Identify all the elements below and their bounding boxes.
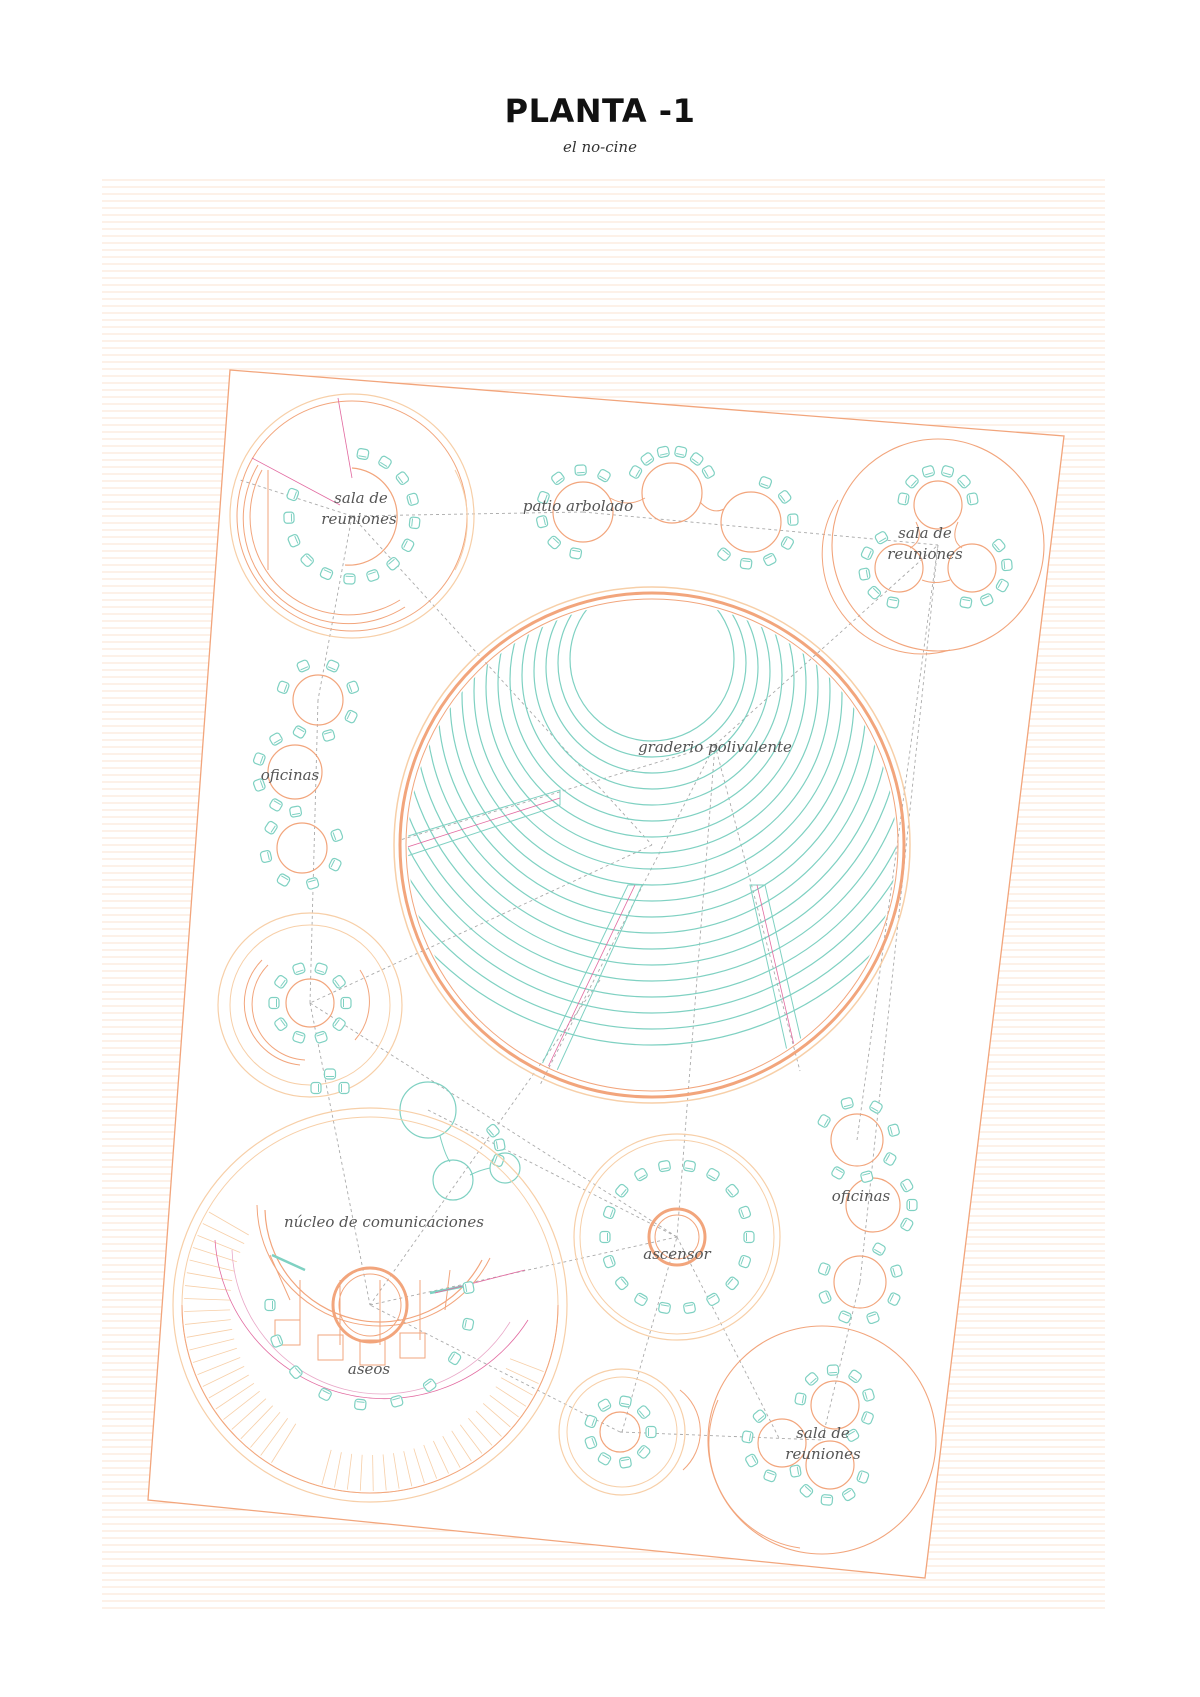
- chair-seat: [887, 1124, 900, 1137]
- chair-icon: [409, 517, 420, 529]
- chair-seat: [569, 548, 582, 560]
- chair-seat: [406, 493, 419, 506]
- chair-seat: [494, 1139, 506, 1152]
- label-aseos: aseos: [347, 1360, 391, 1378]
- chair-icon: [827, 1365, 839, 1376]
- chair-icon: [462, 1318, 474, 1331]
- chair-seat: [269, 998, 279, 1009]
- chair-icon: [898, 493, 910, 506]
- chair-icon: [284, 512, 294, 523]
- label-ascensor: ascensor: [643, 1245, 711, 1263]
- chair-icon: [325, 1069, 336, 1079]
- label-sala-reuniones-ne-1: sala de: [898, 524, 952, 542]
- chair-seat: [674, 446, 687, 458]
- chair-seat: [325, 1069, 336, 1079]
- chair-seat: [339, 1083, 349, 1094]
- chair-icon: [790, 1465, 802, 1478]
- chair-icon: [967, 493, 979, 506]
- label-sala-reuniones-se-1: sala de: [796, 1424, 850, 1442]
- chair-icon: [390, 1395, 403, 1408]
- chair-seat: [284, 512, 294, 523]
- chair-icon: [260, 850, 272, 863]
- chair-seat: [742, 1431, 754, 1444]
- chair-back: [823, 1497, 831, 1498]
- chair-icon: [740, 558, 752, 569]
- chair-icon: [887, 1124, 900, 1137]
- chair-seat: [788, 514, 799, 526]
- chair-icon: [821, 1494, 833, 1505]
- chair-seat: [536, 515, 548, 528]
- chair-seat: [658, 1302, 671, 1314]
- chair-seat: [841, 1097, 854, 1110]
- chair-seat: [683, 1160, 696, 1172]
- chair-seat: [821, 1494, 833, 1505]
- chair-icon: [357, 448, 370, 460]
- label-oficinas-e: oficinas: [831, 1187, 891, 1205]
- chair-icon: [344, 574, 355, 584]
- chair-icon: [788, 514, 799, 526]
- chair-seat: [860, 1170, 873, 1183]
- chair-icon: [575, 465, 587, 476]
- label-sala-reuniones-ne-2: reuniones: [887, 545, 963, 563]
- chair-icon: [406, 493, 419, 506]
- label-sala-reuniones-nw-2: reuniones: [321, 510, 397, 528]
- chair-seat: [619, 1457, 632, 1469]
- chair-back: [1004, 561, 1005, 569]
- chair-icon: [463, 1281, 475, 1294]
- chair-icon: [269, 998, 279, 1009]
- page-title: PLANTA -1: [504, 92, 696, 130]
- chair-seat: [619, 1396, 632, 1408]
- label-nucleo-comunicaciones: núcleo de comunicaciones: [283, 1213, 485, 1231]
- chair-seat: [344, 574, 355, 584]
- chair-seat: [827, 1365, 839, 1376]
- chair-seat: [311, 1083, 321, 1094]
- chair-icon: [674, 446, 687, 458]
- chair-seat: [744, 1232, 754, 1243]
- chair-icon: [683, 1160, 696, 1172]
- chair-seat: [646, 1427, 656, 1438]
- chair-seat: [462, 1318, 474, 1331]
- label-sala-reuniones-se-2: reuniones: [785, 1445, 861, 1463]
- chair-seat: [354, 1399, 366, 1410]
- label-graderio-polivalente: graderio polivalente: [638, 738, 792, 756]
- chair-seat: [357, 448, 370, 460]
- chair-icon: [494, 1139, 506, 1152]
- chair-icon: [657, 446, 670, 458]
- chair-seat: [907, 1200, 917, 1211]
- chair-seat: [390, 1395, 403, 1408]
- chair-icon: [619, 1457, 632, 1469]
- label-oficinas-w: oficinas: [260, 766, 320, 784]
- chair-icon: [658, 1160, 671, 1172]
- chair-seat: [409, 517, 420, 529]
- chair-seat: [683, 1302, 696, 1314]
- chair-seat: [790, 1465, 802, 1478]
- chair-seat: [658, 1160, 671, 1172]
- chair-icon: [841, 1097, 854, 1110]
- label-sala-reuniones-nw-1: sala de: [334, 489, 388, 507]
- chair-icon: [744, 1232, 754, 1243]
- chair-seat: [887, 597, 900, 609]
- chair-seat: [260, 850, 272, 863]
- chair-seat: [1001, 559, 1012, 571]
- chair-icon: [536, 515, 548, 528]
- chair-seat: [463, 1281, 475, 1294]
- chair-icon: [646, 1427, 656, 1438]
- page-subtitle: el no-cine: [563, 138, 637, 156]
- chair-seat: [795, 1393, 807, 1406]
- chair-seat: [341, 998, 351, 1009]
- chair-seat: [265, 1300, 275, 1311]
- chair-icon: [354, 1399, 366, 1410]
- chair-seat: [575, 465, 587, 476]
- chair-seat: [967, 493, 979, 506]
- chair-icon: [289, 806, 302, 818]
- chair-seat: [859, 568, 871, 581]
- chair-icon: [907, 1200, 917, 1211]
- chair-icon: [742, 1431, 754, 1444]
- chair-seat: [740, 558, 752, 569]
- chair-seat: [657, 446, 670, 458]
- chair-icon: [341, 998, 351, 1009]
- chair-icon: [658, 1302, 671, 1314]
- chair-icon: [960, 597, 973, 609]
- chair-icon: [1001, 559, 1012, 571]
- chair-icon: [265, 1300, 275, 1311]
- chair-icon: [569, 548, 582, 560]
- chair-seat: [960, 597, 973, 609]
- chair-icon: [311, 1083, 321, 1094]
- chair-seat: [600, 1232, 610, 1243]
- chair-icon: [860, 1170, 873, 1183]
- chair-icon: [887, 597, 900, 609]
- chair-icon: [339, 1083, 349, 1094]
- chair-icon: [619, 1396, 632, 1408]
- chair-seat: [898, 493, 910, 506]
- chair-icon: [683, 1302, 696, 1314]
- chair-icon: [859, 568, 871, 581]
- label-patio-arbolado: patio arbolado: [522, 497, 634, 515]
- chair-seat: [289, 806, 302, 818]
- chair-icon: [795, 1393, 807, 1406]
- chair-icon: [600, 1232, 610, 1243]
